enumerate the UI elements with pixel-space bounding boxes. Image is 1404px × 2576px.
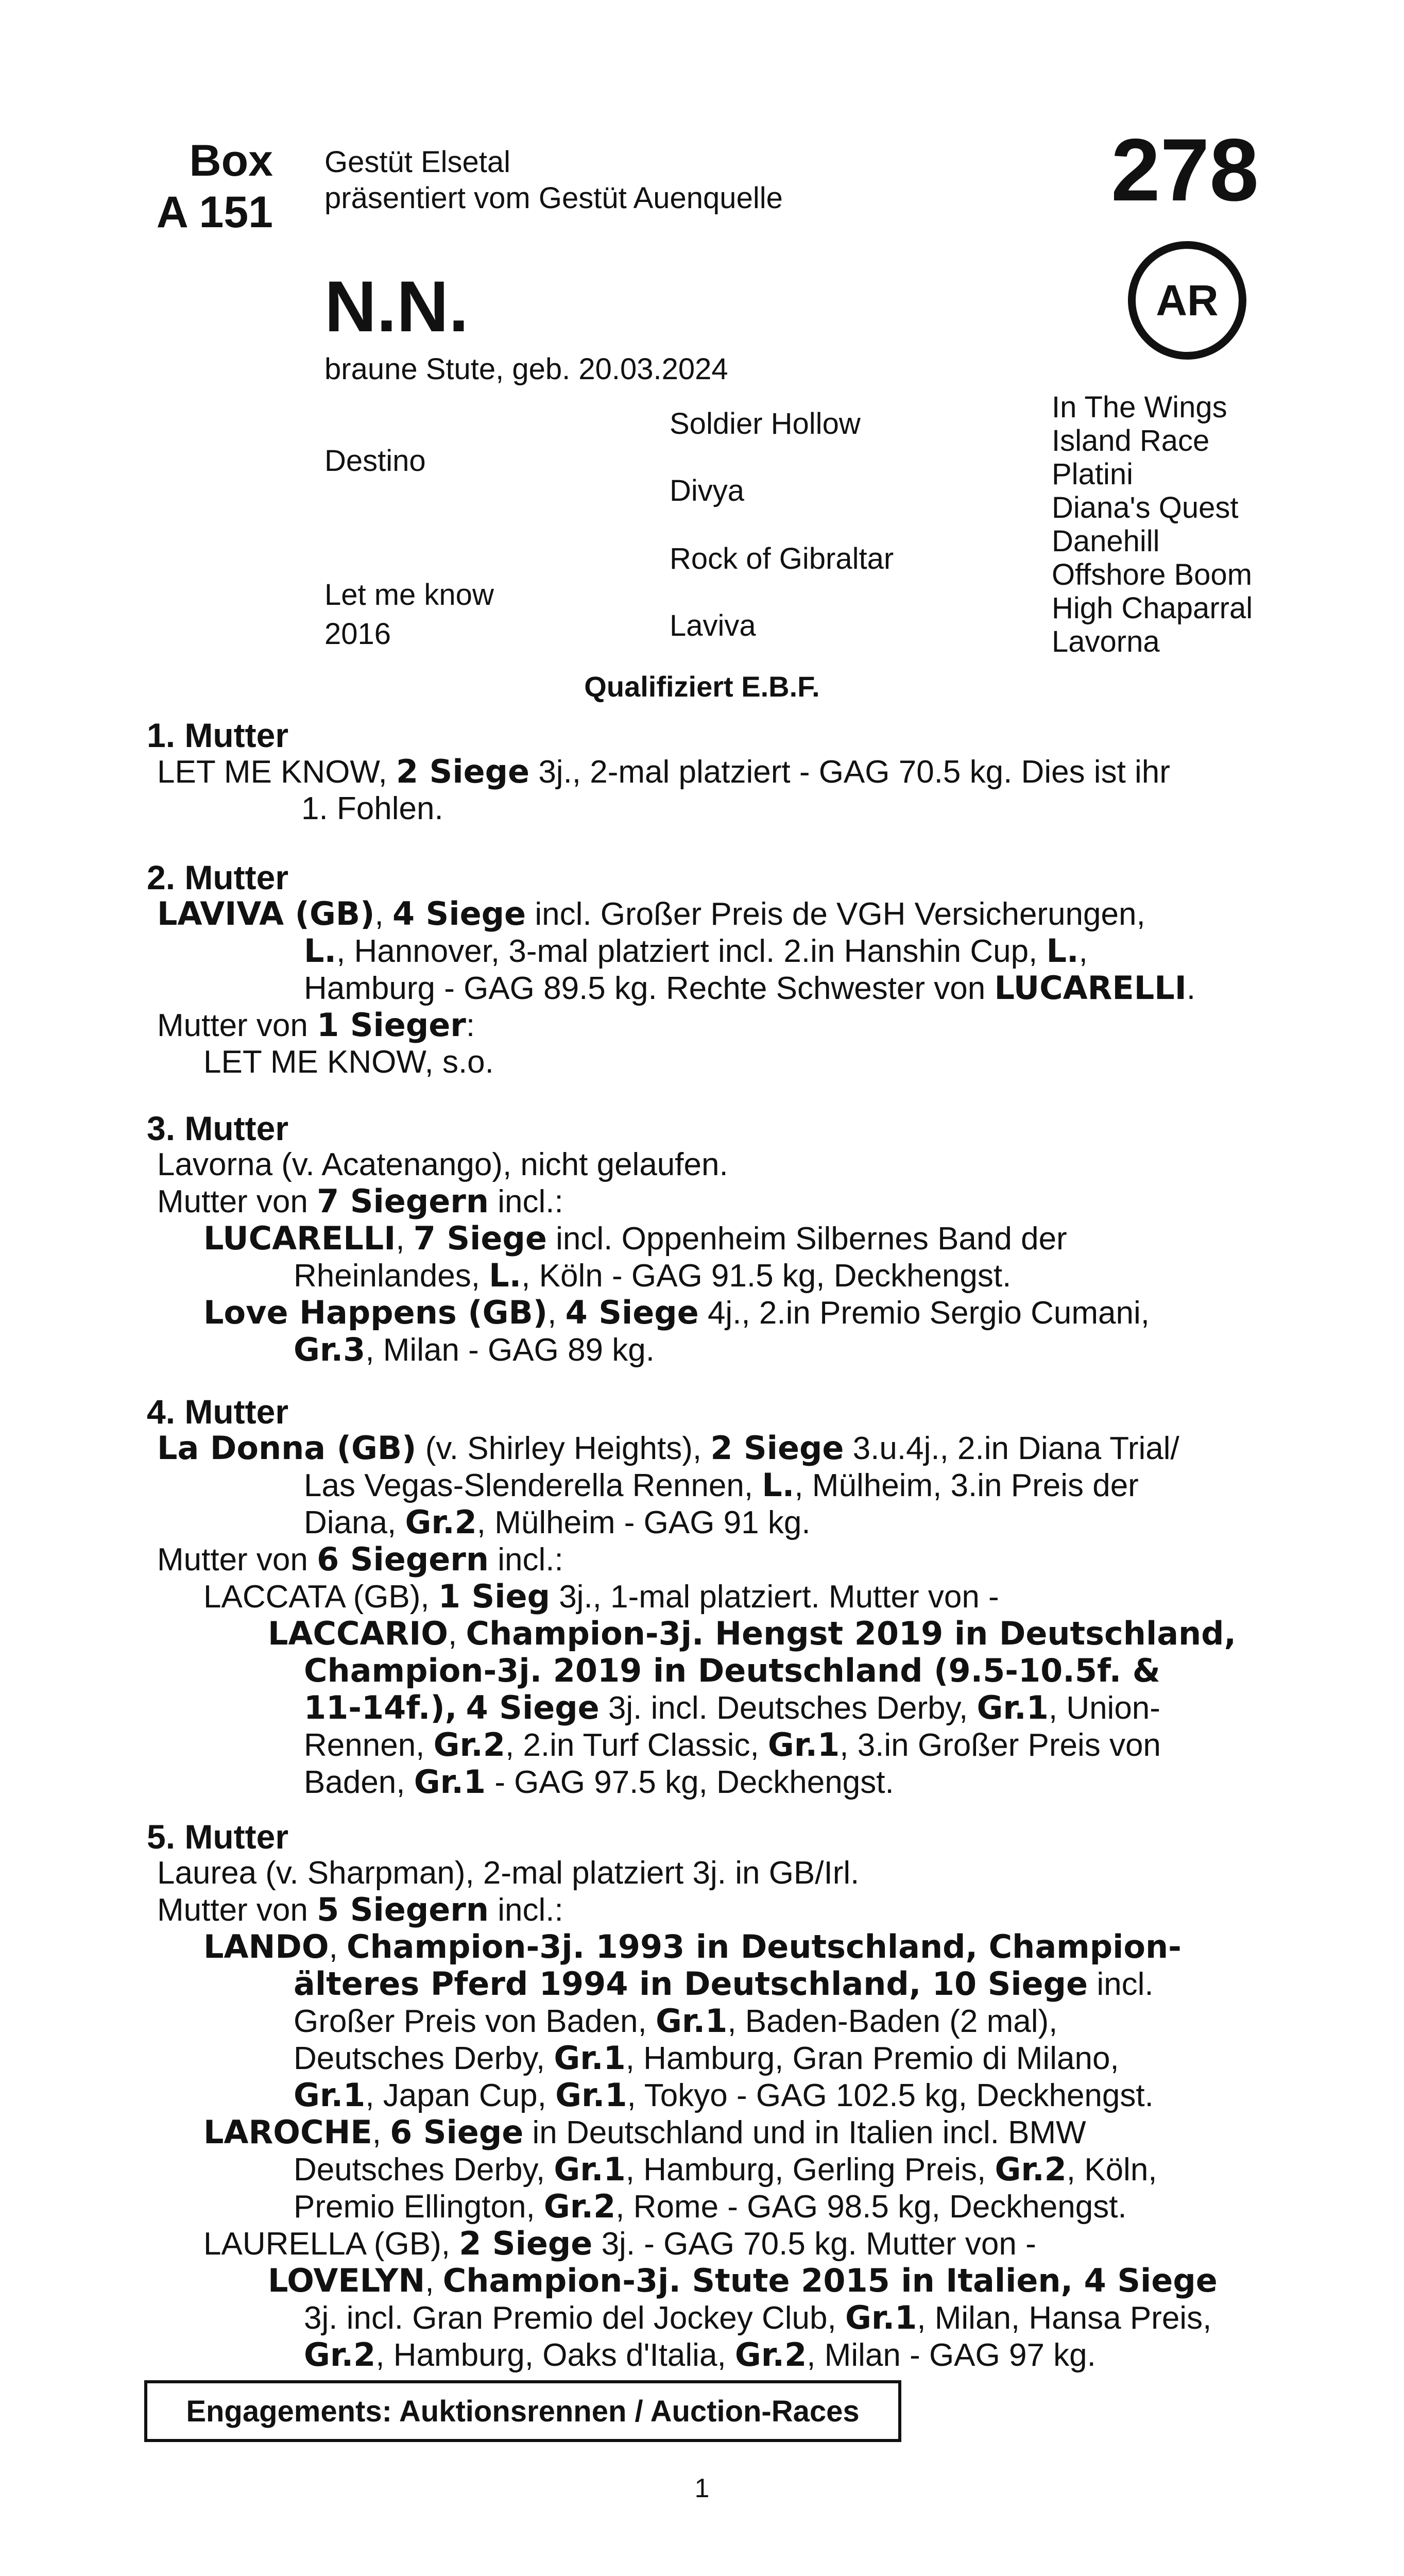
entry-line: [147, 2151, 1259, 2188]
entry-text: incl.: [1097, 1967, 1154, 2002]
entry-line: [147, 2003, 1259, 2040]
pedigree-g3-item: Platini: [1052, 457, 1133, 491]
section-second-dam: [147, 859, 1259, 1080]
entry-text: Mutter von: [157, 1892, 308, 1928]
box-number: A 151: [156, 188, 273, 237]
entry-text: , Hamburg, Gran Premio di Milano,: [625, 2041, 1119, 2076]
entry-text: , Hannover, 3-mal platziert incl. 2.in Hanshin Cup,: [336, 934, 1038, 969]
entry-line: LOVELYN, Champion-3j. Stute 2015 in Italien, 4 Siege: [268, 2262, 1218, 2299]
section-third-dam: [147, 1110, 1259, 1368]
group-tag: Gr.2: [995, 2150, 1067, 2188]
wins: 2 Siege: [710, 1429, 844, 1467]
qualification: Qualifiziert E.B.F.: [584, 670, 820, 703]
entry-text: Rheinlandes,: [294, 1258, 480, 1294]
group-tag: Gr.3: [294, 1331, 366, 1368]
entry-line: [147, 1430, 1259, 1467]
entry-line: LAROCHE, 6 Siege in Deutschland und in Italien incl. BMW: [203, 2113, 1086, 2151]
pedigree-g3-item: In The Wings: [1052, 391, 1227, 424]
offspring-name: Love Happens (GB): [203, 1294, 548, 1331]
offspring-name: LANDO: [203, 1928, 329, 1965]
entry-line: LACCARIO, Champion-3j. Hengst 2019 in Deutschland,: [268, 1615, 1237, 1652]
champion-title: älteres Pferd 1994 in Deutschland, 10 Siege: [294, 1965, 1088, 2003]
listed-tag: L.: [304, 932, 337, 970]
section-heading: 4. Mutter: [147, 1393, 289, 1431]
pedigree-g3-item: Danehill: [1052, 524, 1160, 558]
entry-line: L., Hannover, 3-mal platziert incl. 2.in Hanshin Cup, L.,: [304, 932, 1088, 970]
wins: 6 Siege: [390, 2113, 524, 2151]
horse-description: braune Stute, geb. 20.03.2024: [324, 352, 728, 386]
wins: 2 Siege: [396, 753, 530, 790]
pedigree-sire: Destino: [324, 444, 426, 478]
offspring-name: LAURELLA (GB),: [203, 2226, 450, 2262]
entry-text: Las Vegas-Slenderella Rennen,: [304, 1468, 754, 1503]
entry-text: Premio Ellington,: [294, 2189, 535, 2225]
pedigree-g3-item: Island Race: [1052, 424, 1210, 457]
box-word: Box: [189, 136, 273, 185]
entry-text: , Japan Cup,: [365, 2078, 546, 2113]
winner-count: 1 Sieger: [317, 1006, 466, 1044]
entry-line: [147, 1504, 1259, 1541]
entry-line: Hamburg - GAG 89.5 kg. Rechte Schwester von LUCARELLI.: [304, 969, 1196, 1007]
entry-line: [147, 1578, 1259, 1615]
entry-line: [147, 1257, 1259, 1294]
dam-name: LAVIVA (GB): [157, 895, 375, 933]
entry-text: 3j. - GAG 70.5 kg. Mutter von -: [601, 2226, 1036, 2262]
entry-text: Rennen,: [304, 1727, 425, 1763]
pedigree-sire-sire: Soldier Hollow: [670, 407, 861, 440]
entry-line: [147, 2188, 1259, 2225]
lot-number: 278: [1111, 121, 1259, 219]
winner-count: 6 Siegern: [317, 1540, 489, 1578]
entry-text: , Tokyo - GAG 102.5 kg, Deckhengst.: [627, 2078, 1154, 2113]
entry-text: , Baden-Baden (2 mal),: [727, 2004, 1058, 2039]
entry-text: , Mülheim, 3.in Preis der: [794, 1468, 1139, 1503]
winner-count: 5 Siegern: [317, 1891, 489, 1928]
entry-text: incl.:: [498, 1542, 563, 1578]
group-tag: Gr.2: [405, 1503, 477, 1541]
wins: 2 Siege: [459, 2225, 593, 2262]
group-tag: Gr.1: [294, 2076, 366, 2114]
entry-text: Großer Preis von Baden,: [294, 2004, 647, 2039]
entry-text: , Milan - GAG 97 kg.: [807, 2337, 1096, 2373]
entry-line: LET ME KNOW, s.o.: [203, 1044, 494, 1080]
pedigree-g3-item: High Chaparral: [1052, 591, 1253, 625]
entry-line: LUCARELLI, 7 Siege incl. Oppenheim Silbernes Band der: [203, 1219, 1067, 1257]
dam-name: La Donna (GB): [157, 1429, 417, 1467]
entry-text: 3j., 2-mal platziert - GAG 70.5 kg. Dies ist ihr: [538, 754, 1170, 790]
entry-text: in Deutschland und in Italien incl. BMW: [532, 2115, 1086, 2150]
pedigree-dam: Let me know: [324, 578, 494, 612]
entry-line: [147, 1183, 1259, 1220]
engagements-label: Engagements: Auktionsrennen / Auction-Races: [186, 2394, 860, 2428]
entry-text: , Union-: [1048, 1690, 1160, 1726]
page-number: 1: [694, 2473, 710, 2503]
section-first-dam: [147, 717, 1259, 827]
entry-line: Lavorna (v. Acatenango), nicht gelaufen.: [157, 1147, 728, 1182]
entry-text: 3j., 1-mal platziert. Mutter von -: [559, 1579, 999, 1615]
entry-line: [147, 1726, 1259, 1764]
offspring-name: LACCATA (GB),: [203, 1579, 430, 1615]
entry-text: , Rome - GAG 98.5 kg, Deckhengst.: [615, 2189, 1127, 2225]
section-heading: 2. Mutter: [147, 858, 289, 896]
entry-text: , Hamburg, Gerling Preis,: [625, 2152, 986, 2188]
entry-line: LET ME KNOW, 2 Siege 3j., 2-mal platziert - GAG 70.5 kg. Dies ist ihr: [157, 753, 1170, 790]
entry-line: [147, 1467, 1259, 1504]
entry-line: LANDO, Champion-3j. 1993 in Deutschland, Champion-: [203, 1928, 1182, 1965]
pedigree-third-generation: [1052, 391, 1253, 658]
wins: 4 Siege: [466, 1689, 600, 1726]
section-heading: 3. Mutter: [147, 1109, 289, 1147]
ar-badge: AR: [1128, 241, 1246, 360]
pedigree-dam-sire: Rock of Gibraltar: [670, 542, 894, 575]
champion-title: Champion-3j. Stute 2015 in Italien, 4 Siege: [442, 2262, 1218, 2299]
entry-text: incl.:: [498, 1184, 563, 1219]
entry-text: , 2.in Turf Classic,: [505, 1727, 759, 1763]
offspring-name: LAROCHE: [203, 2113, 372, 2151]
offspring-name: LACCARIO: [268, 1615, 448, 1652]
group-tag: Gr.1: [554, 2039, 626, 2077]
pedigree-g3-item: Lavorna: [1052, 625, 1160, 658]
entry-line: [147, 2299, 1259, 2336]
wins: 7 Siege: [413, 1219, 547, 1257]
entry-line: 1. Fohlen.: [301, 791, 443, 826]
entry-text: Diana,: [304, 1505, 397, 1540]
group-tag: Gr.1: [656, 2002, 728, 2040]
listed-tag: L.: [1046, 932, 1079, 970]
entry-line: [147, 2336, 1259, 2374]
entry-line: Love Happens (GB), 4 Siege 4j., 2.in Premio Sergio Cumani,: [203, 1294, 1150, 1331]
listed-tag: L.: [489, 1257, 522, 1294]
section-heading: 1. Mutter: [147, 716, 289, 754]
section-heading: 5. Mutter: [147, 1818, 289, 1856]
presented-by: präsentiert vom Gestüt Auenquelle: [324, 181, 783, 215]
winner-count: 7 Siegern: [317, 1182, 489, 1220]
group-tag: Gr.1: [414, 1763, 486, 1801]
section-fourth-dam: [147, 1394, 1259, 1801]
breeder: Gestüt Elsetal: [324, 145, 511, 179]
entry-line: [147, 1764, 1259, 1801]
pedigree-g3-item: Diana's Quest: [1052, 491, 1239, 524]
entry-line: Mutter von 1 Sieger:: [157, 1006, 475, 1044]
entry-text: 4j., 2.in Premio Sergio Cumani,: [707, 1295, 1150, 1331]
entry-text: incl.:: [498, 1892, 563, 1928]
entry-line: [147, 1689, 1259, 1726]
champion-title: 11-14f.),: [304, 1689, 457, 1726]
wins: 1 Sieg: [438, 1578, 550, 1615]
group-tag: Gr.1: [845, 2299, 917, 2336]
section-fifth-dam: [147, 1819, 1259, 2374]
entry-text: 3j. incl. Gran Premio del Jockey Club,: [304, 2300, 836, 2336]
sibling-name: LUCARELLI: [994, 969, 1187, 1007]
horse-name: N.N.: [324, 266, 469, 347]
group-tag: Gr.1: [977, 1689, 1049, 1726]
entry-text: Mutter von: [157, 1542, 308, 1578]
entry-text: incl. Oppenheim Silbernes Band der: [556, 1221, 1067, 1257]
pedigree-g3-item: Offshore Boom: [1052, 558, 1253, 591]
group-tag: Gr.1: [555, 2076, 627, 2114]
entry-text: , 3.in Großer Preis von: [840, 1727, 1161, 1763]
entry-text: , Köln - GAG 91.5 kg, Deckhengst.: [521, 1258, 1012, 1294]
entry-text: 3.u.4j., 2.in Diana Trial/: [852, 1431, 1179, 1466]
entry-text: incl. Großer Preis de VGH Versicherungen,: [535, 896, 1145, 932]
entry-text: Deutsches Derby,: [294, 2152, 545, 2188]
pedigree-dam-dam: Laviva: [670, 609, 756, 642]
entry-line: [147, 2040, 1259, 2077]
entry-text: Mutter von: [157, 1008, 308, 1043]
wins: 4 Siege: [565, 1294, 699, 1331]
group-tag: Gr.2: [543, 2188, 616, 2225]
pedigree-sire-dam: Divya: [670, 474, 745, 507]
box-label: [144, 135, 273, 238]
entry-line: [147, 1965, 1259, 2003]
pedigree-dam-year: 2016: [324, 617, 391, 651]
entry-text: Hamburg - GAG 89.5 kg. Rechte Schwester von: [304, 971, 986, 1006]
entry-text: , Milan, Hansa Preis,: [917, 2300, 1212, 2336]
champion-title: Champion-3j. Hengst 2019 in Deutschland,: [466, 1615, 1237, 1652]
dam-name: LET ME KNOW: [157, 754, 379, 790]
entry-line: [147, 1652, 1259, 1689]
wins: 4 Siege: [392, 895, 526, 933]
entry-line: LAVIVA (GB), 4 Siege incl. Großer Preis de VGH Versicherungen,: [157, 895, 1145, 933]
group-tag: Gr.2: [433, 1726, 505, 1764]
entry-text: (v. Shirley Heights),: [425, 1431, 702, 1466]
entry-line: [147, 2225, 1259, 2262]
entry-line: Laurea (v. Sharpman), 2-mal platziert 3j. in GB/Irl.: [157, 1855, 860, 1891]
group-tag: Gr.2: [734, 2336, 807, 2374]
entry-line: [147, 1331, 1259, 1368]
offspring-name: LOVELYN: [268, 2262, 425, 2299]
group-tag: Gr.2: [304, 2336, 376, 2374]
entry-text: Deutsches Derby,: [294, 2041, 545, 2076]
champion-title: Champion-3j. 1993 in Deutschland, Champion-: [347, 1928, 1182, 1965]
engagements-box: [144, 2380, 901, 2442]
group-tag: Gr.1: [767, 1726, 840, 1764]
entry-text: , Mülheim - GAG 91 kg.: [476, 1505, 811, 1540]
group-tag: Gr.1: [554, 2150, 626, 2188]
entry-text: Baden,: [304, 1765, 405, 1800]
entry-text: 3j. incl. Deutsches Derby,: [608, 1690, 968, 1726]
champion-title: Champion-3j. 2019 in Deutschland (9.5-10.5f. &: [304, 1652, 1160, 1689]
entry-line: [147, 1541, 1259, 1578]
entry-text: , Hamburg, Oaks d'Italia,: [375, 2337, 726, 2373]
entry-text: , Köln,: [1066, 2152, 1157, 2188]
entry-text: Mutter von: [157, 1184, 308, 1219]
entry-text: , Milan - GAG 89 kg.: [365, 1332, 655, 1368]
entry-line: [147, 2077, 1259, 2114]
entry-text: - GAG 97.5 kg, Deckhengst.: [494, 1765, 894, 1800]
entry-line: [147, 1891, 1259, 1928]
offspring-name: LUCARELLI: [203, 1219, 396, 1257]
listed-tag: L.: [762, 1466, 795, 1504]
